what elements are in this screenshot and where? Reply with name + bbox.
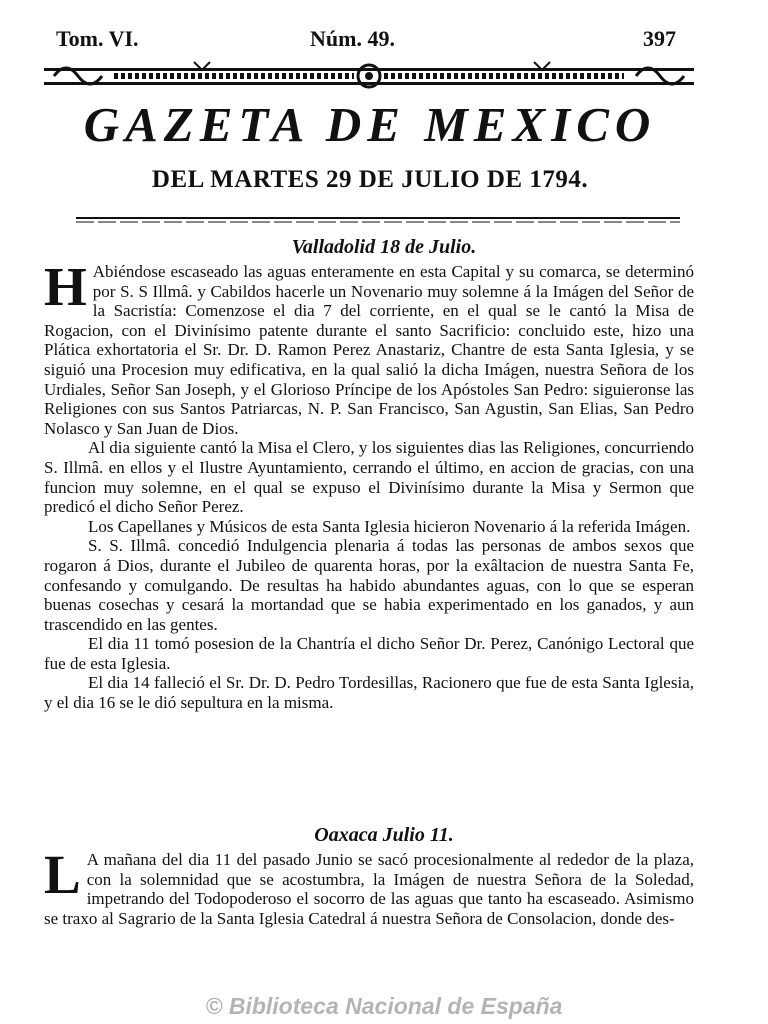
- paragraph: Los Capellanes y Músicos de esta Santa Iglesia hicieron Novenario á la referida Imágen.: [88, 516, 691, 536]
- section-body-valladolid: [44, 256, 694, 713]
- issue-date: DEL MARTES 29 DE JULIO DE 1794.: [151, 166, 589, 193]
- decorative-rule: [76, 210, 680, 224]
- drop-cap: L: [44, 844, 81, 905]
- paragraph: L A mañana del dia 11 del pasado Junio se sacó procesionalmente al rededor de la plaza, con la solemnidad que se acostumbra, la Imágen de nuestra Señora de la Soledad, impetrando del Todopoderoso el socorro de las aguas que tanto ha escaseado. Asimismo se traxo al Sagrario de la Santa Iglesia Catedral á nuestra Señora de Consolacion, donde des-: [44, 844, 694, 928]
- drop-cap: H: [44, 256, 87, 317]
- ornamental-border: [44, 58, 694, 94]
- volume-label: Tom. VI.: [56, 26, 139, 51]
- paragraph: Al dia siguiente cantó la Misa el Clero, y los siguientes dias las Religiones, concurriendo S. Illmâ. en ellos y el Ilustre Ayuntamiento, cerrando el último, en accion de gracias, con una funcion muy solemne, en el qual se expuso el Divinísimo durante la Misa y Sermon que predicó el dicho Señor Perez.: [44, 438, 694, 517]
- paragraph: H Abiéndose escaseado las aguas enteramente en esta Capital y su comarca, se determinó por S. S Illmâ. y Cabildos hacerle un Novenario muy solemne á la Imágen del Señor de la Sacristía: Comenzose el dia 7 del corriente, en el qual se le cantó la Misa de Rogacion, con el Divinísimo patente durante el santo Sacrificio: concluido este, hizo una Plática exhortatoria el Sr. Dr. D. Ramon Perez Anastariz, Chantre de esta Santa Iglesia, y se siguió una Procesion muy edificativa, en la qual salió la dicha Imágen, nuestra Señora de los Urdiales, Señor San Joseph, y el Glorioso Príncipe de los Apóstoles San Pedro: siguieronse las Religiones con sus Santos Patriarcas, N. P. San Francisco, San Agustin, San Elias, San Pedro Nolasco y San Juan de Dios.: [44, 256, 694, 438]
- newspaper-title: GAZETA DE MEXICO: [83, 97, 657, 152]
- paragraph: El dia 11 tomó posesion de la Chantría el dicho Señor Dr. Perez, Canónigo Lectoral que fue de esta Iglesia.: [44, 634, 694, 673]
- section-heading-oaxaca: Oaxaca Julio 11.: [314, 824, 454, 846]
- section-body-oaxaca: [44, 844, 694, 928]
- page-number: 397: [643, 26, 676, 51]
- issue-number: Núm. 49.: [310, 26, 395, 51]
- page-header: [48, 26, 676, 56]
- section-heading-valladolid: Valladolid 18 de Julio.: [291, 236, 477, 258]
- paragraph: El dia 14 falleció el Sr. Dr. D. Pedro Tordesillas, Racionero que fue de esta Santa Iglesia, y el dia 16 se le dió sepultura en la misma.: [44, 673, 694, 713]
- paragraph: S. S. Illmâ. concedió Indulgencia plenaria á todas las personas de ambos sexos que rogaron á Dios, durante el Jubileo de quarenta horas, por la exâltacion de nuestra Santa Fe, confesando y comulgando. De resultas ha habido abundantes aguas, con lo que se esperan buenas cosechas y cesará la mortandad que se habia experimentado en los ganados, y aun trascendido en las gentes.: [44, 536, 694, 634]
- library-watermark: © Biblioteca Nacional de España: [205, 993, 563, 1019]
